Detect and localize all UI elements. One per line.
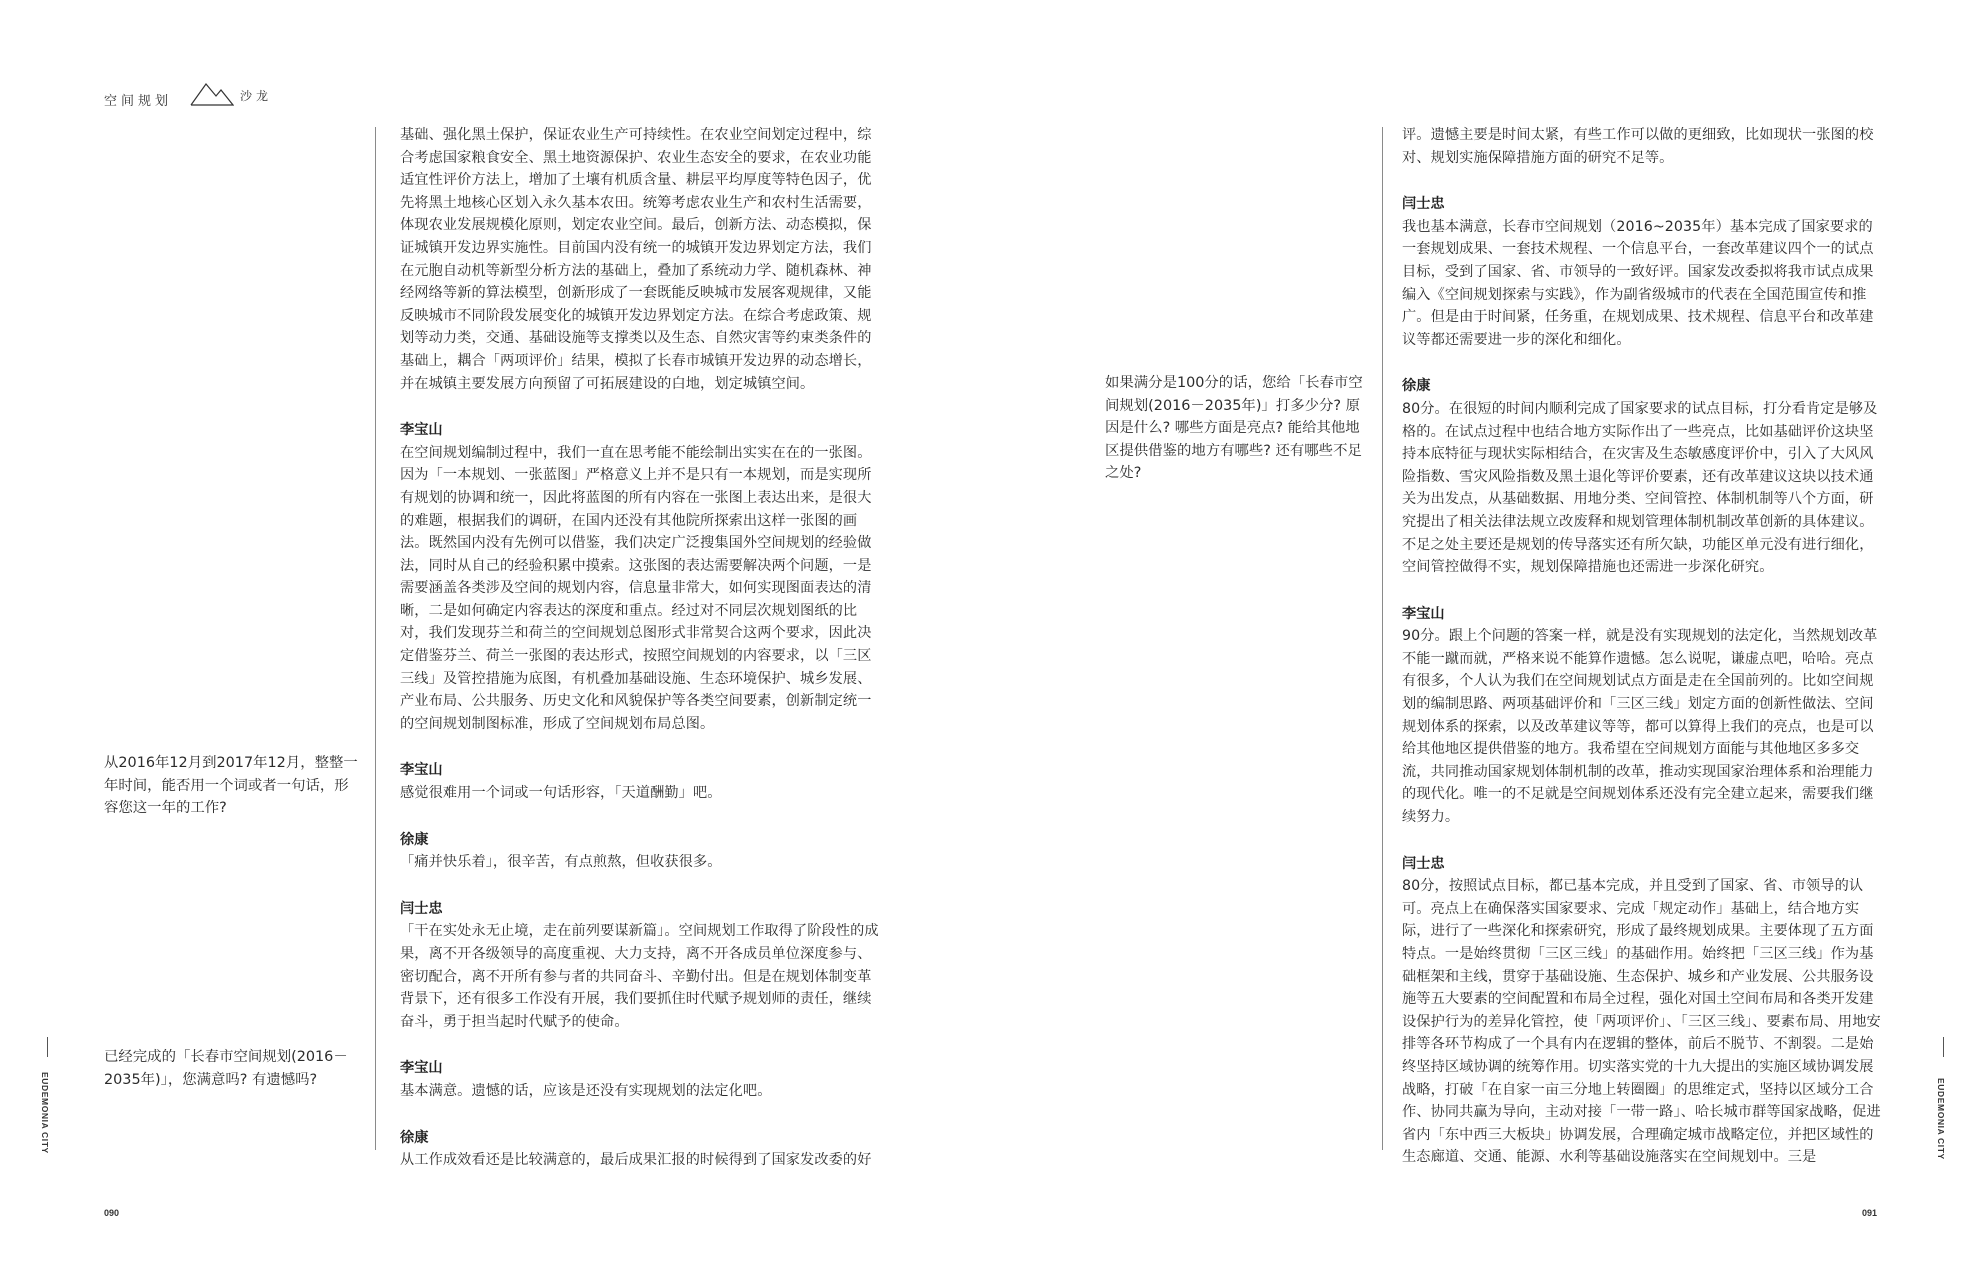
speaker-name: 李宝山 xyxy=(400,1060,443,1077)
speaker-name: 闫士忠 xyxy=(400,900,443,917)
side-label-right: EUDEMONIA CITY xyxy=(1936,1078,1946,1160)
speaker-answer: 基本满意。遗憾的话，应该是还没有实现规划的法定化吧。 xyxy=(400,1082,772,1099)
header-title-part2: 沙龙 xyxy=(240,89,273,103)
question-2: 已经完成的「长春市空间规划(2016－2035年)」，您满意吗? 有遗憾吗? xyxy=(104,1049,348,1088)
speaker-name: 徐康 xyxy=(1402,378,1431,395)
left-column-rule xyxy=(375,127,376,1150)
speaker-answer: 我也基本满意，长春市空间规划（2016~2035年）基本完成了国家要求的一套规划成果、一套技术规程、一个信息平台，一套改革建议四个一的试点目标，受到了国家、省、市领导的一致好评。国家发改委拟将我市试点成果编入《空间规划探索与实践》，作为副省级城市的代表在全国范围宣传和推广。但是由于时间紧，任务重，在规划成果、技术规程、信息平台和改革建议等都还需要进一步的深化和细化。 xyxy=(1402,218,1874,348)
col2-intro-paragraph: 评。遗憾主要是时间太紧，有些工作可以做的更细致，比如现状一张图的校对、规划实施保障措施方面的研究不足等。 xyxy=(1402,127,1874,166)
speaker-name: 李宝山 xyxy=(400,762,443,779)
speaker-name: 闫士忠 xyxy=(1402,855,1445,872)
speaker-answer: 90分。跟上个问题的答案一样，就是没有实现规划的法定化，当然规划改革不能一蹴而就，严格来说不能算作遗憾。怎么说呢，谦虚点吧，哈哈。亮点有很多，个人认为我们在空间规划试点方面是走在全国前列的。比如空间规划的编制思路、两项基础评价和「三区三线」划定方面的创新性做法、空间规划体系的探索，以及改革建议等等，都可以算得上我们的亮点，也是可以给其他地区提供借鉴的地方。我希望在空间规划方面能与其他地区多多交流，共同推动国家规划体制机制的改革，推动实现国家治理体系和治理能力的现代化。唯一的不足就是空间规划体系还没有完全建立起来，需要我们继续努力。 xyxy=(1402,628,1878,826)
mountain-outline-icon xyxy=(190,80,234,106)
speaker-name: 徐康 xyxy=(400,831,429,848)
question-3: 如果满分是100分的话，您给「长春市空间规划(2016－2035年)」打多少分? 原因是什么? 哪些方面是亮点? 能给其他地区提供借鉴的地方有哪些? 还有哪些不足之处? xyxy=(1105,375,1363,482)
speaker-name: 闫士忠 xyxy=(1402,196,1445,213)
speaker-answer: 「痛并快乐着」，很辛苦，有点煎熬，但收获很多。 xyxy=(400,854,722,871)
right-side-mark xyxy=(1943,1037,1944,1057)
speaker-answer: 从工作成效看还是比较满意的，最后成果汇报的时候得到了国家发改委的好 xyxy=(400,1152,872,1169)
header-title-part1: 空间规划 xyxy=(104,94,173,109)
speaker-answer: 「干在实处永无止境，走在前列要谋新篇」。空间规划工作取得了阶段性的成果，离不开各级领导的高度重视、大力支持，离不开各成员单位深度参与、密切配合，离不开所有参与者的共同奋斗、辛勤付出。但是在规划体制变革背景下，还有很多工作没有开展，我们要抓住时代赋予规划师的责任，继续奋斗，勇于担当起时代赋予的使命。 xyxy=(400,923,879,1030)
speaker-name: 李宝山 xyxy=(400,422,443,439)
right-article-column xyxy=(1402,124,1882,1169)
left-article-column xyxy=(400,124,880,1172)
speaker-name: 李宝山 xyxy=(1402,605,1445,622)
right-column-rule xyxy=(1382,127,1383,1150)
col1-intro-paragraph: 基础、强化黑土保护，保证农业生产可持续性。在农业空间划定过程中，综合考虑国家粮食安全、黑土地资源保护、农业生态安全的要求，在农业功能适宜性评价方法上，增加了土壤有机质含量、耕层平均厚度等特色因子，优先将黑土地核心区划入永久基本农田。统筹考虑农业生产和农村生活需要，体现农业发展规模化原则，划定农业空间。最后，创新方法、动态模拟，保证城镇开发边界实施性。目前国内没有统一的城镇开发边界划定方法，我们在元胞自动机等新型分析方法的基础上，叠加了系统动力学、随机森林、神经网络等新的算法模型，创新形成了一套既能反映城市发展客观规律，又能反映城市不同阶段发展变化的城镇开发边界划定方法。在综合考虑政策、规划等动力类，交通、基础设施等支撑类以及生态、自然灾害等约束类条件的基础上，耦合「两项评价」结果，模拟了长春市城镇开发边界的动态增长，并在城镇主要发展方向预留了可拓展建设的白地，划定城镇空间。 xyxy=(400,127,872,392)
left-side-mark xyxy=(47,1037,48,1057)
page-number-right: 091 xyxy=(1862,1208,1878,1218)
question-1: 从2016年12月到2017年12月，整整一年时间，能否用一个词或者一句话，形容您这一年的工作? xyxy=(104,755,358,817)
side-label-left: EUDEMONIA CITY xyxy=(40,1072,50,1154)
speaker-answer: 80分。在很短的时间内顺利完成了国家要求的试点目标，打分看肯定是够及格的。在试点过程中也结合地方实际作出了一些亮点，比如基础评价这块坚持本底特征与现状实际相结合，在灾害及生态敏感度评价中，引入了大风风险指数、雪灾风险指数及黑土退化等评价要素，还有改革建议这块以技术通关为出发点，从基础数据、用地分类、空间管控、体制机制等八个方面，研究提出了相关法律法规立改废释和规划管理体制机制改革创新的具体建议。不足之处主要还是规划的传导落实还有所欠缺，功能区单元没有进行细化，空间管控做得不实，规划保障措施也还需进一步深化研究。 xyxy=(1402,400,1878,576)
speaker-name: 徐康 xyxy=(400,1129,429,1146)
speaker-answer: 80分，按照试点目标，都已基本完成，并且受到了国家、省、市领导的认可。亮点上在确保落实国家要求、完成「规定动作」基础上，结合地方实际，进行了一些深化和探索研究，形成了最终规划成果。主要体现了五方面特点。一是始终贯彻「三区三线」的基础作用。始终把「三区三线」作为基础框架和主线，贯穿于基础设施、生态保护、城乡和产业发展、公共服务设施等五大要素的空间配置和布局全过程，强化对国土空间布局和各类开发建设保护行为的差异化管控，使「两项评价」、「三区三线」、要素布局、用地安排等各环节构成了一个具有内在逻辑的整体，前后不脱节、不割裂。二是始终坚持区域协调的统筹作用。切实落实党的十九大提出的实施区域协调发展战略，打破「在自家一亩三分地上转圈圈」的思维定式，坚持以区域分工合作、协同共赢为导向，主动对接「一带一路」、哈长城市群等国家战略，促进省内「东中西三大板块」协调发展，合理确定城市战略定位，并把区域性的生态廊道、交通、能源、水利等基础设施落实在空间规划中。三是 xyxy=(1402,878,1881,1166)
page-number-left: 090 xyxy=(104,1208,120,1218)
speaker-answer: 在空间规划编制过程中，我们一直在思考能不能绘制出实实在在的一张图。因为「一本规划、一张蓝图」严格意义上并不是只有一本规划，而是实现所有规划的协调和统一，因此将蓝图的所有内容在一张图上表达出来，是很大的难题，根据我们的调研，在国内还没有其他院所探索出这样一张图的画法。既然国内没有先例可以借鉴，我们决定广泛搜集国外空间规划的经验做法，同时从自己的经验积累中摸索。这张图的表达需要解决两个问题，一是需要涵盖各类涉及空间的规划内容，信息量非常大，如何实现图面表达的清晰，二是如何确定内容表达的深度和重点。经过对不同层次规划图纸的比对，我们发现芬兰和荷兰的空间规划总图形式非常契合这两个要求，因此决定借鉴芬兰、荷兰一张图的表达形式，按照空间规划的内容要求，以「三区三线」及管控措施为底图，有机叠加基础设施、生态环境保护、城乡发展、产业布局、公共服务、历史文化和风貌保护等各类空间要素，创新制定统一的空间规划制图标准，形成了空间规划布局总图。 xyxy=(400,444,872,732)
speaker-answer: 感觉很难用一个词或一句话形容，「天道酬勤」吧。 xyxy=(400,785,722,802)
